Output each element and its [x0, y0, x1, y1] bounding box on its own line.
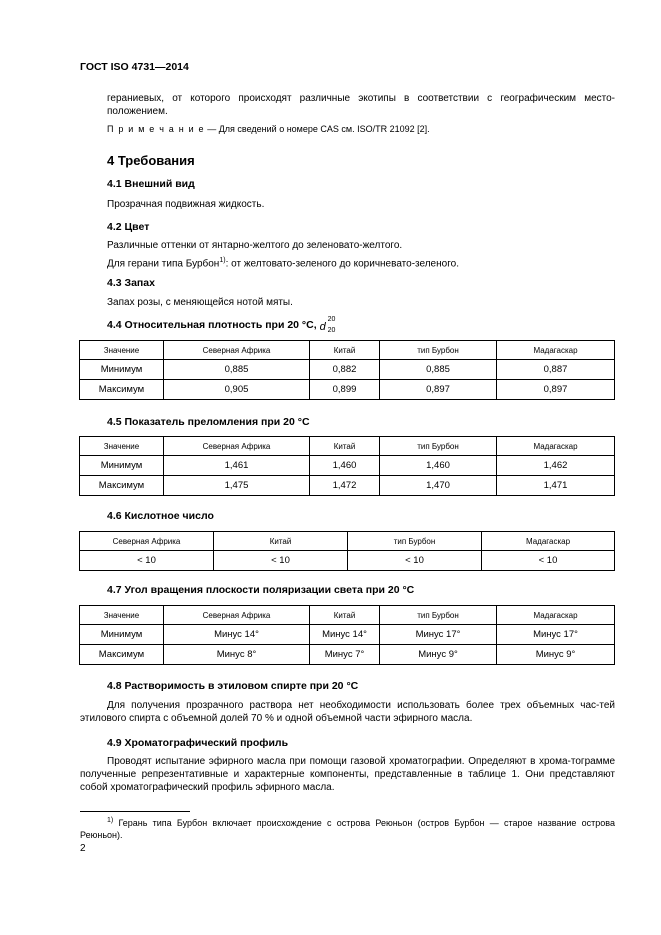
table-4-5 [79, 436, 615, 496]
cell: 0,882 [310, 360, 380, 380]
page-number: 2 [80, 843, 86, 854]
section-4-9-text: Проводят испытание эфирного масла при помощи газовой хроматографии. Определяют в хрома-тограмме полученные репрезентативные и характерные компоненты, представленные в таблице 1. Они представляют собой хроматографический профиль эфирного масла. [80, 756, 615, 793]
footnote-divider [80, 811, 190, 812]
cell: Минус 17° [380, 625, 497, 645]
density-sub: 20 [327, 327, 336, 334]
col-bourbon: тип Бурбон [348, 532, 482, 551]
row-label-max: Максимум [80, 645, 164, 665]
col-madagascar: Мадагаскар [482, 532, 615, 551]
table-row-values [80, 551, 615, 571]
line2-post: : от желтовато-зеленого до коричневато-зеленого. [225, 258, 459, 270]
intro-note [107, 124, 430, 134]
col-china: Китай [214, 532, 348, 551]
table-row-max [80, 645, 615, 665]
col-china: Китай [310, 341, 380, 360]
cell: 1,461 [164, 456, 310, 476]
cell: 0,887 [497, 360, 615, 380]
cell: Минус 7° [310, 645, 380, 665]
cell: 0,905 [164, 380, 310, 400]
cell: Минус 8° [164, 645, 310, 665]
col-bourbon: тип Бурбон [380, 341, 497, 360]
cell: Минус 9° [380, 645, 497, 665]
table-header-row [80, 532, 615, 551]
cell: 1,470 [380, 476, 497, 496]
density-sup: 20 [327, 316, 336, 323]
table-row-max [80, 380, 615, 400]
section-4-1-title: 4.1 Внешний вид [107, 178, 195, 190]
note-label: П р и м е ч а н и е [107, 124, 205, 134]
section-4-2-title: 4.2 Цвет [107, 221, 150, 233]
cell: Минус 17° [497, 625, 615, 645]
footnote [80, 815, 615, 841]
cell: < 10 [482, 551, 615, 571]
col-bourbon: тип Бурбон [380, 606, 497, 625]
section-4-4-title [107, 316, 342, 335]
section-4-3-text: Запах розы, с меняющейся нотой мяты. [107, 297, 293, 308]
cell: 1,460 [380, 456, 497, 476]
col-value: Значение [80, 437, 164, 456]
cell: 0,897 [497, 380, 615, 400]
section-4-8-title: 4.8 Растворимость в этиловом спирте при 20 °С [107, 680, 359, 692]
col-north-africa: Северная Африка [164, 341, 310, 360]
section-4-title: 4 Требования [107, 153, 195, 168]
col-madagascar: Мадагаскар [497, 437, 615, 456]
cell: < 10 [80, 551, 214, 571]
cell: 1,462 [497, 456, 615, 476]
table-header-row [80, 606, 615, 625]
row-label-min: Минимум [80, 625, 164, 645]
col-china: Китай [310, 606, 380, 625]
col-madagascar: Мадагаскар [497, 341, 615, 360]
cell: Минус 9° [497, 645, 615, 665]
density-symbol [319, 316, 342, 335]
table-header-row [80, 341, 615, 360]
footnote-text: Герань типа Бурбон включает происхождение с острова Реюньон (остров Бурбон — старое название острова Реюньон). [80, 818, 615, 840]
cell: Минус 14° [310, 625, 380, 645]
table-header-row [80, 437, 615, 456]
col-china: Китай [310, 437, 380, 456]
footnote-ref: 1) [219, 257, 226, 264]
section-4-4-label: 4.4 Относительная плотность при 20 °С, [107, 319, 320, 331]
col-value: Значение [80, 606, 164, 625]
cell: 0,885 [380, 360, 497, 380]
section-4-5-title: 4.5 Показатель преломления при 20 °С [107, 416, 310, 428]
col-north-africa: Северная Африка [80, 532, 214, 551]
section-4-7-title: 4.7 Угол вращения плоскости поляризации света при 20 °С [107, 584, 415, 596]
cell: < 10 [348, 551, 482, 571]
cell: 0,899 [310, 380, 380, 400]
line2-pre: Для герани типа Бурбон [107, 258, 220, 270]
intro-paragraph: гераниевых, от которого происходят различные экотипы в соответствии с географическим место-положением. [107, 93, 615, 117]
cell: 0,885 [164, 360, 310, 380]
row-label-min: Минимум [80, 360, 164, 380]
col-bourbon: тип Бурбон [380, 437, 497, 456]
section-4-1-text: Прозрачная подвижная жидкость. [107, 199, 265, 210]
table-4-7 [79, 605, 615, 665]
section-4-9-title: 4.9 Хроматографический профиль [107, 737, 289, 749]
row-label-min: Минимум [80, 456, 164, 476]
document-header: ГОСТ ISO 4731—2014 [80, 61, 189, 73]
table-4-4 [79, 340, 615, 400]
table-row-min [80, 456, 615, 476]
cell: 0,897 [380, 380, 497, 400]
section-4-3-title: 4.3 Запах [107, 277, 155, 289]
density-d: d [319, 321, 326, 333]
col-madagascar: Мадагаскар [497, 606, 615, 625]
section-4-8-text: Для получения прозрачного раствора нет необходимости использовать более трех объемных час-тей этилового спирта с объемной долей 70 % и одной объемной части эфирного масла. [80, 700, 615, 724]
table-row-min [80, 360, 615, 380]
section-4-2-line1: Различные оттенки от янтарно-желтого до зеленовато-желтого. [107, 240, 403, 251]
cell: 1,475 [164, 476, 310, 496]
col-north-africa: Северная Африка [164, 606, 310, 625]
row-label-max: Максимум [80, 380, 164, 400]
col-north-africa: Северная Африка [164, 437, 310, 456]
col-value: Значение [80, 341, 164, 360]
cell: 1,460 [310, 456, 380, 476]
table-row-min [80, 625, 615, 645]
footnote-mark: 1) [107, 817, 114, 824]
cell: < 10 [214, 551, 348, 571]
cell: 1,471 [497, 476, 615, 496]
section-4-2-line2 [107, 254, 459, 270]
note-text: — Для сведений о номере CAS см. ISO/TR 21092 [2]. [204, 124, 430, 134]
cell: 1,472 [310, 476, 380, 496]
row-label-max: Максимум [80, 476, 164, 496]
table-row-max [80, 476, 615, 496]
section-4-6-title: 4.6 Кислотное число [107, 510, 214, 522]
cell: Минус 14° [164, 625, 310, 645]
table-4-6 [79, 531, 615, 571]
